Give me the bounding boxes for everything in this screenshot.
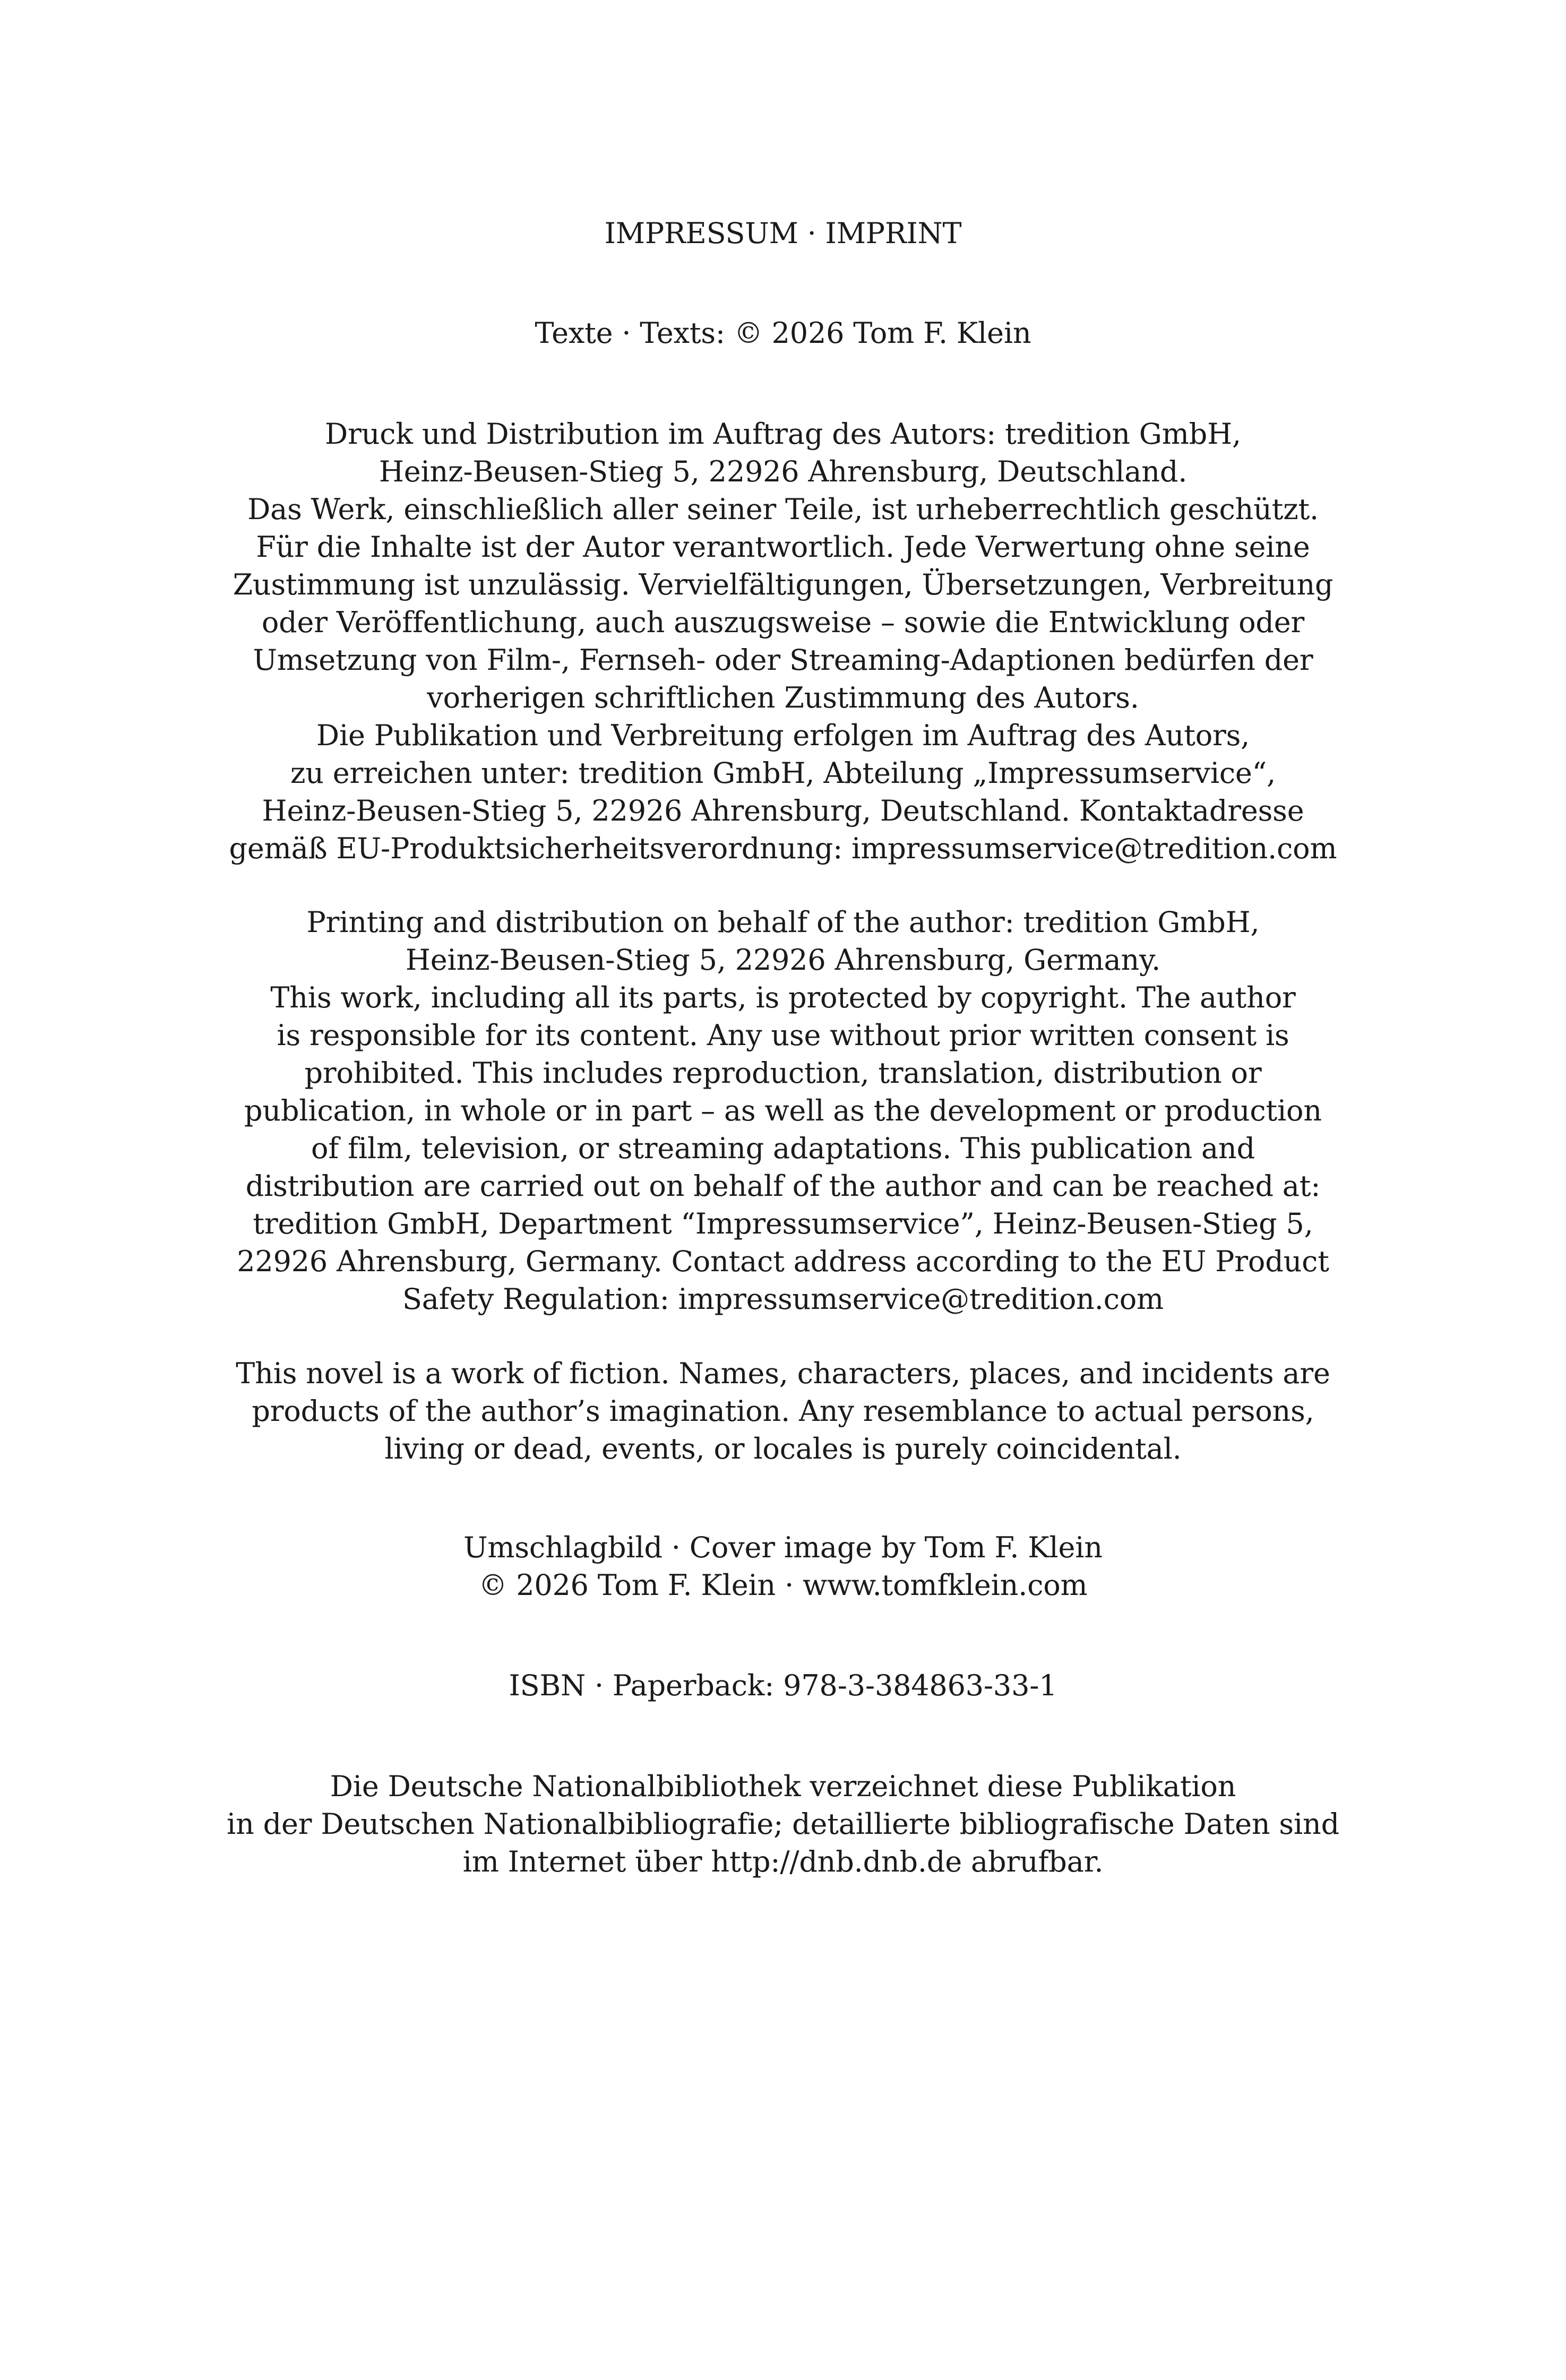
cover-copyright-line: © 2026 Tom F. Klein · www.tomfklein.com bbox=[478, 1568, 1088, 1602]
fiction-disclaimer-line: living or dead, events, or locales is purely coincidental. bbox=[384, 1432, 1182, 1465]
german-publisher-notice bbox=[0, 415, 1566, 867]
english-publisher-notice bbox=[0, 903, 1566, 1318]
english-notice-line: Printing and distribution on behalf of the author: tredition GmbH, bbox=[306, 906, 1260, 939]
cover-credit bbox=[0, 1529, 1566, 1604]
german-notice-line: Zustimmung ist unzulässig. Vervielfältigungen, Übersetzungen, Verbreitung bbox=[233, 568, 1333, 601]
english-notice-line: publication, in whole or in part – as well as the development or production bbox=[244, 1094, 1322, 1127]
texts-credit-line: Texte · Texts: © 2026 Tom F. Klein bbox=[535, 316, 1031, 350]
dnb-notice-line: in der Deutschen Nationalbibliografie; detaillierte bibliografische Daten sind bbox=[227, 1807, 1339, 1841]
german-notice-line: zu erreichen unter: tredition GmbH, Abteilung „Impressumservice“, bbox=[290, 756, 1276, 790]
fiction-disclaimer-line: This novel is a work of fiction. Names, characters, places, and incidents are bbox=[236, 1357, 1330, 1390]
german-notice-line: Die Publikation und Verbreitung erfolgen im Auftrag des Autors, bbox=[316, 719, 1250, 752]
dnb-notice-line: im Internet über http://dnb.dnb.de abrufbar. bbox=[462, 1845, 1104, 1878]
texts-credit bbox=[0, 314, 1566, 352]
german-notice-line: gemäß EU-Produktsicherheitsverordnung: impressumservice@tredition.com bbox=[229, 832, 1337, 865]
german-notice-line: Das Werk, einschließlich aller seiner Teile, ist urheberrechtlich geschützt. bbox=[247, 493, 1319, 526]
dnb-notice bbox=[0, 1767, 1566, 1881]
german-notice-line: Heinz-Beusen-Stieg 5, 22926 Ahrensburg, Deutschland. Kontaktadresse bbox=[262, 794, 1304, 827]
cover-credit-line: Umschlagbild · Cover image by Tom F. Klein bbox=[463, 1531, 1103, 1564]
english-notice-line: Safety Regulation: impressumservice@tredition.com bbox=[402, 1282, 1164, 1316]
german-notice-line: Druck und Distribution im Auftrag des Autors: tredition GmbH, bbox=[325, 417, 1241, 451]
german-notice-line: oder Veröffentlichung, auch auszugsweise – sowie die Entwicklung oder bbox=[261, 606, 1305, 639]
english-notice-line: distribution are carried out on behalf of the author and can be reached at: bbox=[245, 1169, 1321, 1203]
isbn-info bbox=[0, 1667, 1566, 1704]
german-notice-line: Umsetzung von Film-, Fernseh- oder Streaming-Adaptionen bedürfen der bbox=[253, 643, 1313, 677]
dnb-notice-line: Die Deutsche Nationalbibliothek verzeichnet diese Publikation bbox=[330, 1770, 1236, 1803]
german-notice-line: Heinz-Beusen-Stieg 5, 22926 Ahrensburg, Deutschland. bbox=[378, 455, 1188, 488]
fiction-disclaimer bbox=[0, 1355, 1566, 1468]
heading-text: IMPRESSUM · IMPRINT bbox=[604, 217, 962, 250]
isbn-line: ISBN · Paperback: 978-3-384863-33-1 bbox=[509, 1669, 1057, 1702]
fiction-disclaimer-line: products of the author’s imagination. Any resemblance to actual persons, bbox=[252, 1394, 1314, 1428]
english-notice-line: tredition GmbH, Department “Impressumservice”, Heinz-Beusen-Stieg 5, bbox=[253, 1207, 1313, 1240]
english-notice-line: 22926 Ahrensburg, Germany. Contact address according to the EU Product bbox=[237, 1245, 1329, 1278]
english-notice-line: Heinz-Beusen-Stieg 5, 22926 Ahrensburg, Germany. bbox=[405, 943, 1161, 977]
english-notice-line: of film, television, or streaming adaptations. This publication and bbox=[311, 1132, 1255, 1165]
page-title bbox=[0, 214, 1566, 252]
german-notice-line: vorherigen schriftlichen Zustimmung des Autors. bbox=[427, 681, 1139, 714]
english-notice-line: prohibited. This includes reproduction, translation, distribution or bbox=[304, 1056, 1262, 1090]
german-notice-line: Für die Inhalte ist der Autor verantwortlich. Jede Verwertung ohne seine bbox=[256, 530, 1310, 564]
english-notice-line: is responsible for its content. Any use without prior written consent is bbox=[277, 1019, 1289, 1052]
english-notice-line: This work, including all its parts, is protected by copyright. The author bbox=[270, 981, 1296, 1014]
